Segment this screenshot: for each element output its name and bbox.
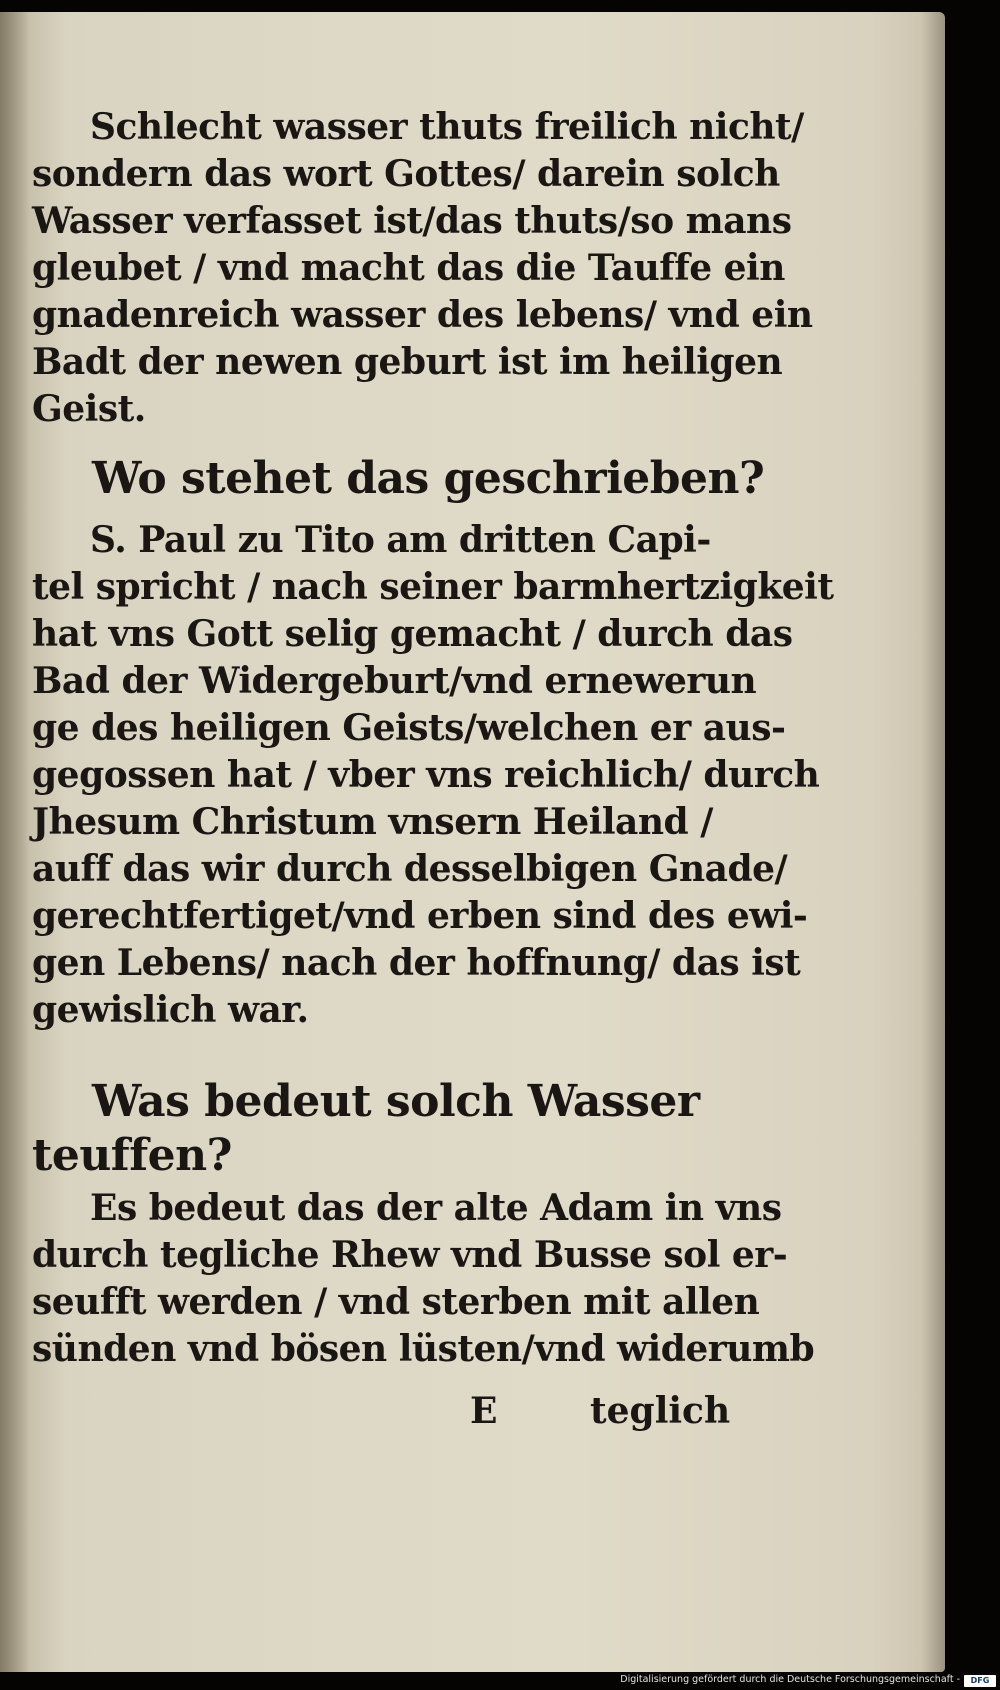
text-line: Schlecht wasser thuts freilich nicht/ [90,106,804,148]
paragraph-2 [32,517,834,1034]
text-line: gerechtfertiget/vnd erben sind des ewi- [32,895,808,937]
section-heading-1 [32,452,765,506]
heading-line: teuffen? [32,1130,232,1181]
dfg-logo-text: DFG [970,1676,990,1685]
text-line: seufft werden / vnd sterben mit allen [32,1281,760,1323]
section-heading-2 [32,1075,722,1183]
paragraph-1 [32,104,813,433]
text-line: Jhesum Christum vnsern Heiland / [32,801,713,843]
text-line: Geist. [32,388,146,430]
text-line: Bad der Widergeburt/vnd ernewerun [32,660,757,702]
funding-credit: Digitalisierung gefördert durch die Deutsche Forschungsgemeinschaft - [620,1674,960,1685]
text-line: S. Paul zu Tito am dritten Capi- [90,519,711,561]
signature-mark: E [470,1390,498,1432]
text-line: hat vns Gott selig gemacht / durch das [32,613,793,655]
text-line: gleubet / vnd macht das die Tauffe ein [32,247,785,289]
heading-line: Wo stehet das geschrieben? [92,453,765,504]
text-line: gnadenreich wasser des lebens/ vnd ein [32,294,813,336]
text-line: durch tegliche Rhew vnd Busse sol er- [32,1234,788,1276]
digitization-footer [0,1672,1000,1690]
text-line: sünden vnd bösen lüsten/vnd widerumb [32,1328,815,1370]
text-line: ge des heiligen Geists/welchen er aus- [32,707,786,749]
text-line: tel spricht / nach seiner barmhertzigkeit [32,566,834,608]
book-page [0,12,945,1672]
text-line: gen Lebens/ nach der hoffnung/ das ist [32,942,801,984]
text-line: gegossen hat / vber vns reichlich/ durch [32,754,820,796]
text-line: Es bedeut das der alte Adam in vns [90,1187,782,1229]
heading-line: Was bedeut solch Wasser [92,1076,700,1127]
catchword: teglich [590,1390,731,1432]
text-line: Badt der newen geburt ist im heiligen [32,341,783,383]
text-line: auff das wir durch desselbigen Gnade/ [32,848,788,890]
paragraph-3 [32,1185,815,1373]
text-line: gewislich war. [32,989,309,1031]
dfg-logo-icon [964,1675,996,1687]
text-line: Wasser verfasset ist/das thuts/so mans [32,200,792,242]
text-line: sondern das wort Gottes/ darein solch [32,153,780,195]
